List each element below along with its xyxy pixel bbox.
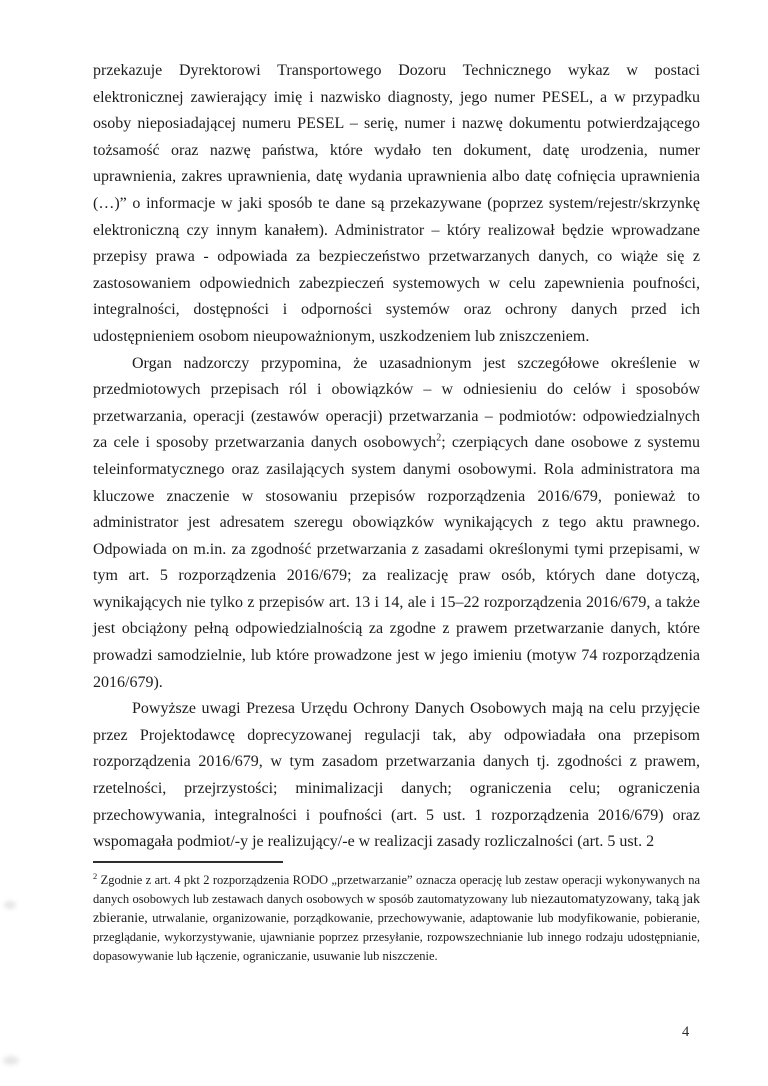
text-segment: Organ nadzorczy przypomina, że uzasadnionym jest szczegółowe określenie w przedmiotowych przepisach ról i obowiązków – w odniesieniu do celów i sposobów przetwarzania, operacji (zestawów operacji) przetwarzania – podmiotów: odpowiedzialnych za cele i sposoby przetwarzania danych osobowych bbox=[93, 354, 700, 452]
text-segment: Powyższe uwagi Prezesa Urzędu Ochrony Danych Osobowych mają na celu przyjęcie przez Projektodawcę doprecyzowanej regulacji tak, aby odpowiadała ona przepisom rozporządzenia 2016/679, w tym zasadom przetwarzania danych tj. zgodności z prawem, rzetelności, przejrzystości; minimalizacji danych; ograniczenia celu; ograniczenia przechowywania, integralności i poufności (art. 5 ust. 1 rozporządzenia 2016/679) oraz wspomagała podmiot/-y je realizujący/-e w realizacji zasady rozliczalności (art. 5 ust. 2 bbox=[93, 700, 700, 851]
footnote bbox=[93, 871, 700, 966]
text-segment: ; czerpiących dane osobowe z systemu teleinformatycznego oraz zasilających system danymi osobowymi. Rola administratora ma kluczowe znaczenie w stosowaniu przepisów rozporządzenia 2016/679, ponieważ to administrator jest adresatem szeregu obowiązków wynikających z tego aktu prawnego. Odpowiada on m.in. za zgodność przetwarzania z zasadami określonymi tymi przepisami, w tym art. 5 rozporządzenia 2016/679; za realizację praw osób, których dane dotyczą, wynikających nie tylko z przepisów art. 13 i 14, ale i 15–22 rozporządzenia 2016/679, a także jest obciążony pełną odpowiedzialnością za zgodne z prawem przetwarzanie danych, które prowadzi samodzielnie, lub które prowadzone jest w jego imieniu (motyw 74 rozporządzenia 2016/679). bbox=[93, 434, 700, 691]
text-segment: niezautomatyzowany, taką jak zbieranie, bbox=[93, 892, 700, 926]
footnote-reference: 2 bbox=[93, 870, 98, 881]
text-segment: Zgodnie z art. 4 pkt 2 rozporządzenia RODO „przetwarzanie” oznacza operację lub zestaw operacji wykonywanych na danych osobowych lub zestawach danych osobowych w sposób zautomatyzowany lub bbox=[93, 873, 700, 906]
scan-smudge bbox=[4, 901, 16, 909]
footnote-reference: 2 bbox=[436, 432, 442, 444]
text-segment: utrwalanie, organizowanie, porządkowanie, przechowywanie, adaptowanie lub modyfikowanie, pobieranie, przeglądanie, wykorzystywanie, ujawnianie poprzez przesyłanie, rozpowszechnianie lub innego rodzaju udostępnianie, dopasowywanie lub łączenie, ograniczanie, usuwanie lub niszczenie. bbox=[93, 911, 700, 963]
text-segment: przekazuje Dyrektorowi Transportowego Dozoru Technicznego wykaz w postaci elektronicznej zawierający imię i nazwisko diagnosty, jego numer PESEL, a w przypadku osoby nieposiadającej numeru PESEL – serię, numer i nazwę dokumentu potwierdzającego tożsamość oraz nazwę państwa, które wydało ten dokument, datę urodzenia, numer uprawnienia, zakres uprawnienia, datę wydania uprawnienia albo datę cofnięcia uprawnienia (…)” o informacje w jaki sposób te dane są przekazywane (poprzez system/rejestr/skrzynkę elektroniczną czy innym kanałem). Administrator – który realizował będzie wprowadzane przepisy prawa - odpowiada za bezpieczeństwo przetwarzanych danych, co wiąże się z zastosowaniem odpowiednich zabezpieczeń systemowych w celu zapewnienia poufności, integralności, dostępności i odporności systemów oraz ochrony danych przed ich udostępnieniem osobom nieupoważnionym, uszkodzeniem lub zniszczeniem. bbox=[93, 62, 700, 345]
scan-smudge bbox=[3, 1056, 19, 1065]
paragraph bbox=[93, 696, 700, 856]
body-text bbox=[93, 58, 700, 856]
paragraph bbox=[93, 58, 700, 351]
paragraph bbox=[93, 351, 700, 697]
page-number: 4 bbox=[682, 1024, 690, 1040]
footnote-separator bbox=[93, 861, 283, 863]
